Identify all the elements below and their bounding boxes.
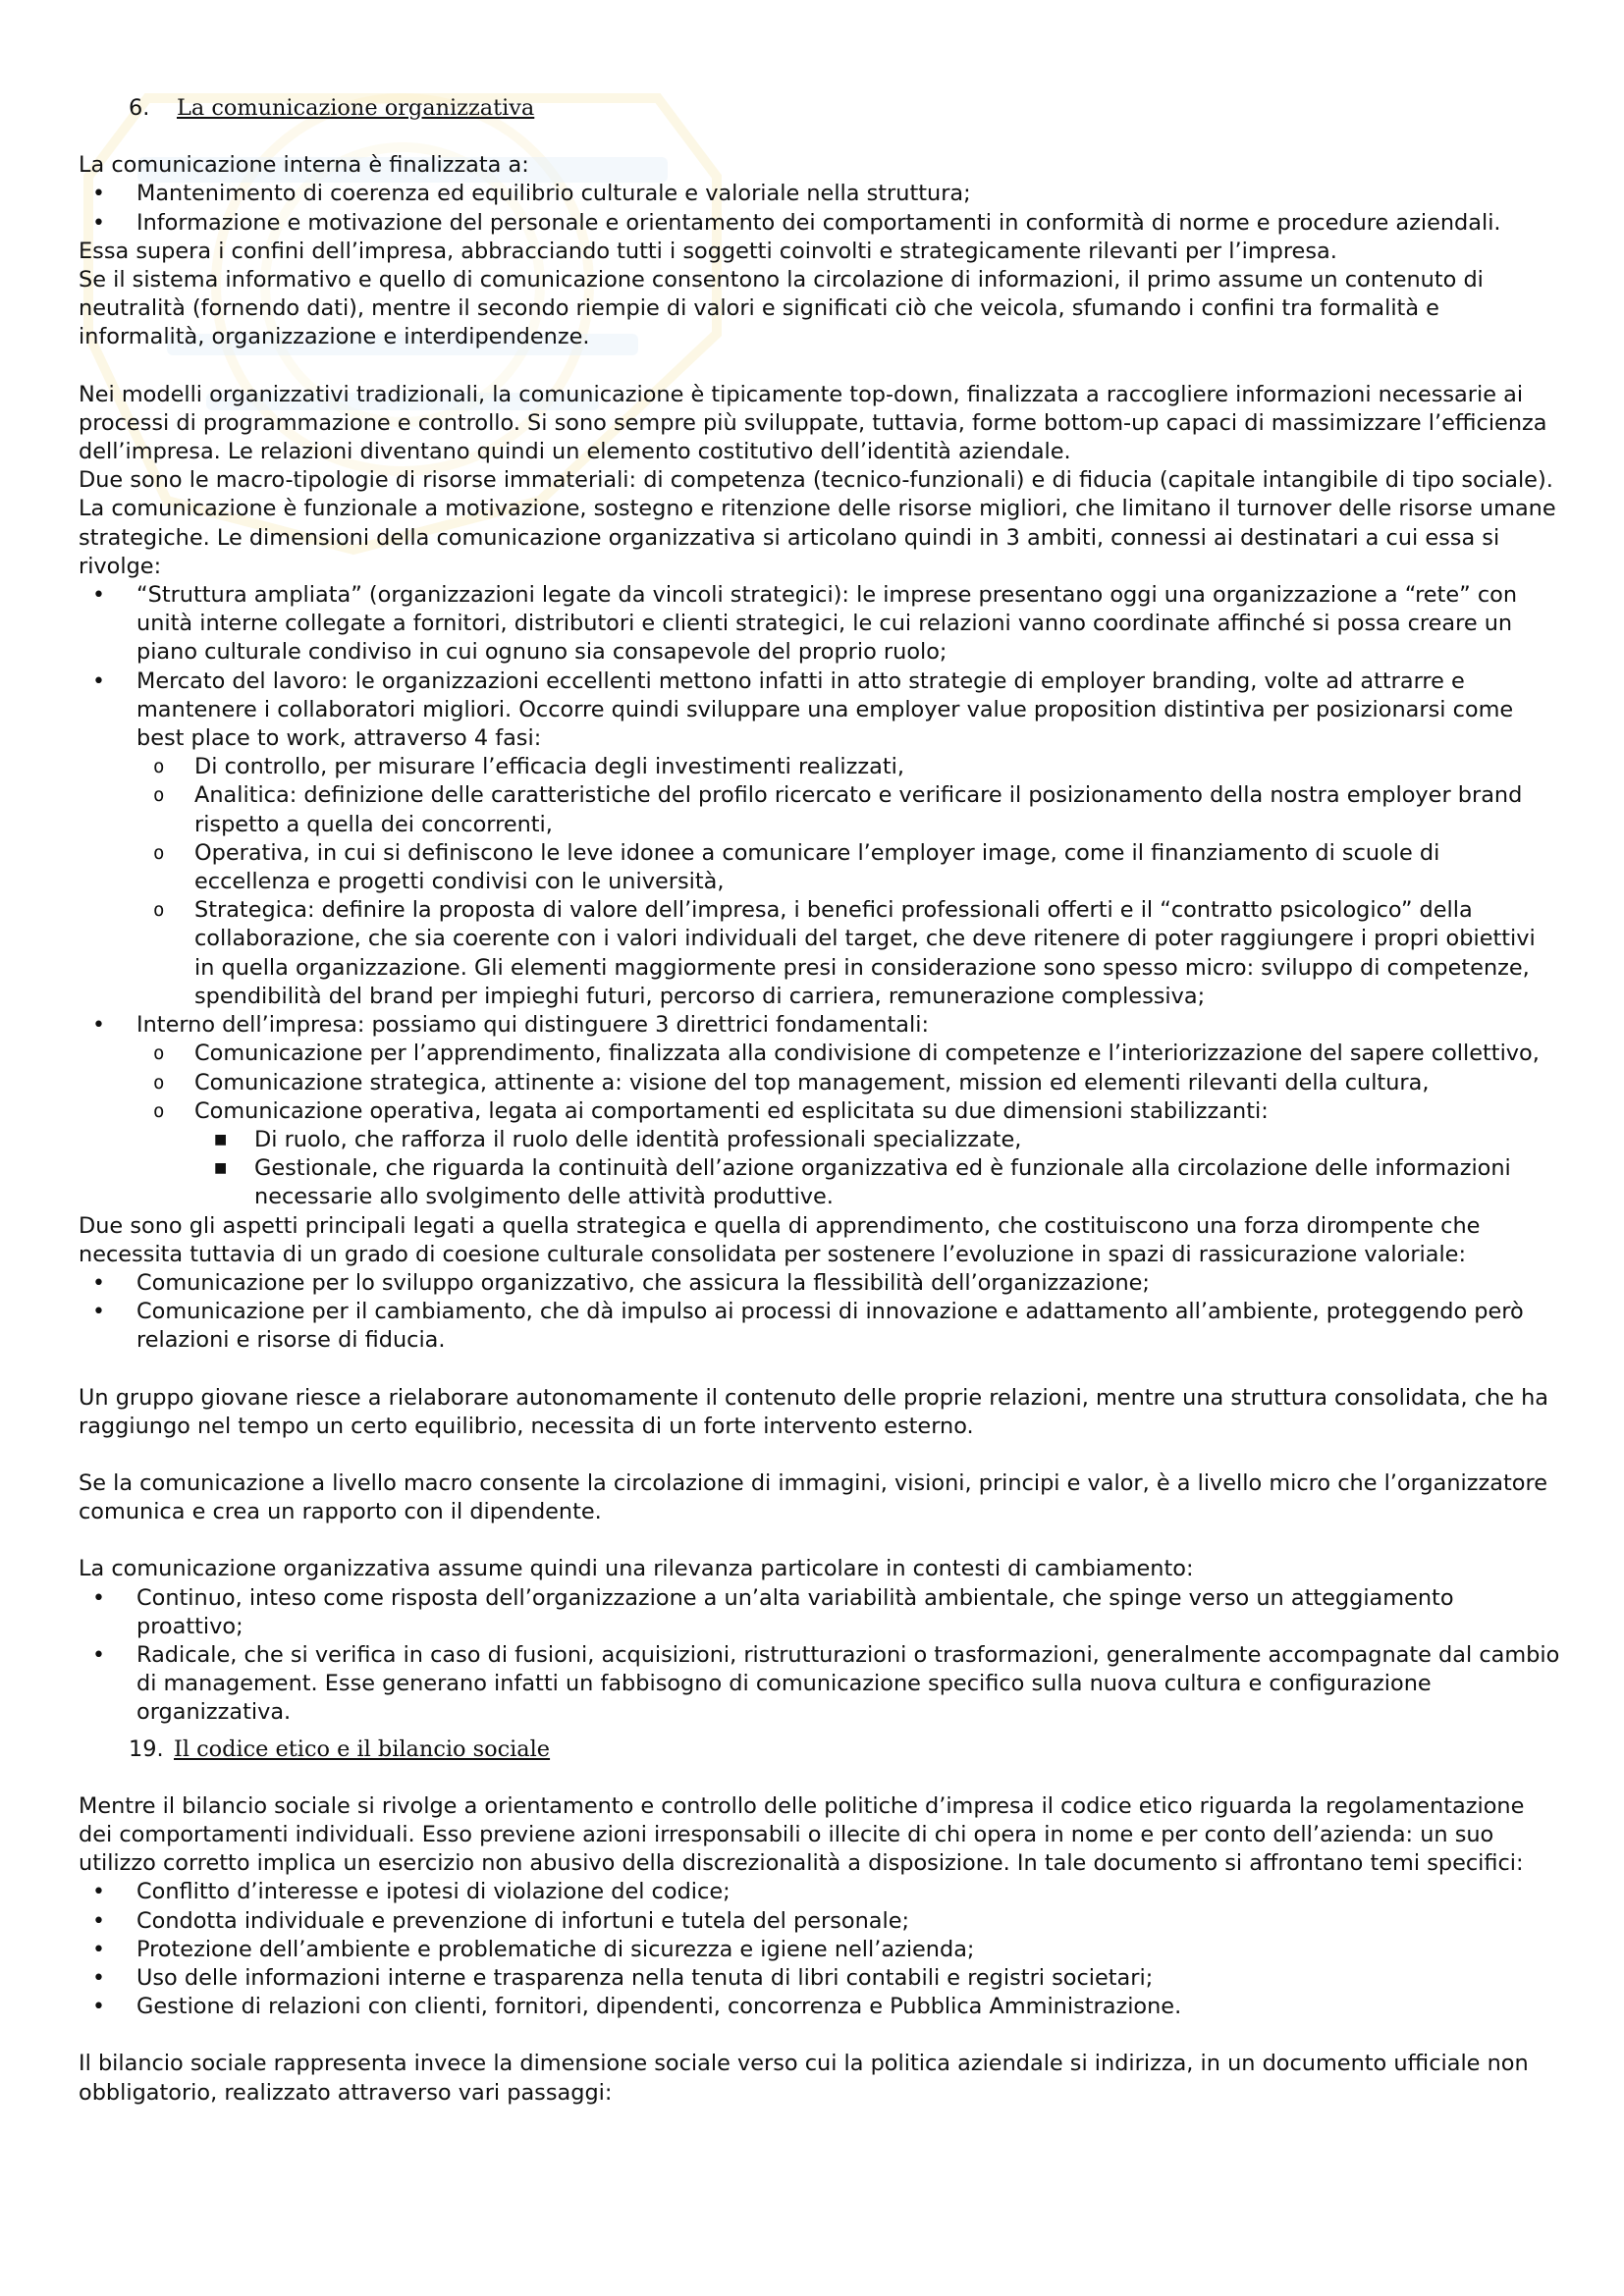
list-item: • Mantenimento di coerenza ed equilibrio culturale e valoriale nella struttura; [79, 180, 1561, 208]
list-item: o Comunicazione per l’apprendimento, finalizzata alla condivisione di competenze e l’interiorizzazione del sapere collettivo, [136, 1040, 1561, 1068]
paragraph: La comunicazione è funzionale a motivazione, sostegno e ritenzione delle risorse migliori, che limitano il turnover delle risorse umane strategiche. Le dimensioni della comunicazione organizzativa si articolano quindi in 3 ambiti, connessi ai destinatari a cui essa si rivolge: [79, 496, 1556, 579]
list-item: • Comunicazione per lo sviluppo organizzativo, che assicura la flessibilità dell’organizzazione; [79, 1269, 1561, 1298]
bullet-icon: • [92, 1937, 105, 1962]
circle-bullet-icon: o [153, 784, 165, 807]
bullet-icon: • [92, 1642, 105, 1668]
paragraph: La comunicazione organizzativa assume quindi una rilevanza particolare in contesti di cambiamento: [79, 1556, 1194, 1582]
bullet-icon: • [92, 210, 105, 236]
bullet-icon: • [92, 1965, 105, 1991]
bullet-icon: • [92, 1995, 105, 2020]
bullet-icon: • [92, 182, 105, 207]
list-item: • Interno dell’impresa: possiamo qui distinguere 3 direttrici fondamentali: o Comunicazione per l’apprendimento, finalizzata alla condivisione di competenze e l’interiorizzazione del sapere collettivo, o Comunicazione strategica, attinente a: visione del top management, mission ed elementi rilevanti della cultura, o Comunicazione operativa, legata ai comportamenti ed esplicitata su due dimensioni stabilizzanti: ■ Di ruolo, che rafforza il ruolo delle identità professionali specializzate, ■ Gestionale, che riguarda la continuità dell’azione organizzativa ed è funzionale alla circolazione delle informazioni necessarie allo svolgimento delle attività produttive. [79, 1011, 1561, 1211]
paragraph: Un gruppo giovane riesce a rielaborare autonomamente il contenuto delle proprie relazioni, mentre una struttura consolidata, che ha raggiungo nel tempo un certo equilibrio, necessita di un forte intervento esterno. [79, 1384, 1549, 1439]
list-item: ■ Di ruolo, che rafforza il ruolo delle identità professionali specializzate, [194, 1126, 1561, 1154]
list-item: o Comunicazione strategica, attinente a: visione del top management, mission ed elementi rilevanti della cultura, [136, 1069, 1561, 1097]
list-item: • Protezione dell’ambiente e problematiche di sicurezza e igiene nell’azienda; [79, 1936, 1561, 1964]
paragraph: Il bilancio sociale rappresenta invece la dimensione sociale verso cui la politica aziendale si indirizza, in un documento ufficiale non obbligatorio, realizzato attraverso vari passaggi: [79, 2051, 1529, 2106]
section-number: 6. [129, 95, 150, 121]
list-item: o Operativa, in cui si definiscono le leve idonee a comunicare l’employer image, come il finanziamento di scuole di eccellenza e progetti condivisi con le università, [153, 839, 1440, 895]
paragraph: Mentre il bilancio sociale si rivolge a orientamento e controllo delle politiche d’impresa il codice etico riguarda la regolamentazione dei comportamenti individuali. Esso previene azioni irresponsabili o illecite di chi opera in nome e per conto dell’azienda: un suo utilizzo corretto implica un esercizio non abusivo della discrezionalità a disposizione. In tale documento si affrontano temi specifici: [79, 1792, 1525, 1877]
list-item: • Uso delle informazioni interne e trasparenza nella tenuta di libri contabili e registri societari; [79, 1964, 1561, 1993]
section-title: Il codice etico e il bilancio sociale [174, 1735, 551, 1762]
bullet-icon: • [92, 1013, 105, 1039]
bullet-list [79, 1269, 1561, 1356]
paragraph: Due sono le macro-tipologie di risorse immateriali: di competenza (tecnico-funzionali) e di fiducia (capitale intangibile di tipo sociale). [79, 467, 1553, 494]
bullet-icon: • [92, 1300, 105, 1325]
list-item: • “Struttura ampliata” (organizzazioni legate da vincoli strategici): le imprese presentano oggi una organizzazione a “rete” con unità interne collegate a fornitori, distributori e clienti strategici, le cui relazioni vanno coordinate affinché si possa creare un piano culturale condiviso in cui ognuno sia consapevole del proprio ruolo; [92, 582, 1518, 666]
section-heading [79, 1735, 1561, 1764]
list-item: ■ Gestionale, che riguarda la continuità dell’azione organizzativa ed è funzionale alla circolazione delle informazioni necessarie allo svolgimento delle attività produttive. [214, 1155, 1511, 1210]
circle-bullet-icon: o [153, 1071, 165, 1094]
bullet-icon: • [92, 1270, 105, 1296]
list-item: o Strategica: definire la proposta di valore dell’impresa, i benefici professionali offerti e il “contratto psicologico” della collaborazione, che sia coerente con i valori individuali del target, che deve ritenere di poter raggiungere i propri obiettivi in quella organizzazione. Gli elementi maggiormente presi in considerazione sono spesso micro: sviluppo di competenze, spendibilità del brand per impieghi futuri, percorso di carriera, remunerazione complessiva; [153, 897, 1536, 1009]
document-body [79, 94, 1561, 2108]
section-title: La comunicazione organizzativa [177, 95, 535, 121]
bullet-icon: • [92, 583, 105, 609]
list-item: • Conflitto d’interesse e ipotesi di violazione del codice; [79, 1878, 1561, 1906]
bullet-icon: • [92, 668, 105, 694]
sub-list [136, 753, 1561, 1011]
list-item: o Comunicazione operativa, legata ai comportamenti ed esplicitata su due dimensioni stabilizzanti: ■ Di ruolo, che rafforza il ruolo delle identità professionali specializzate, ■ Gestionale, che riguarda la continuità dell’azione organizzativa ed è funzionale alla circolazione delle informazioni necessarie allo svolgimento delle attività produttive. [136, 1097, 1561, 1212]
bullet-list [79, 581, 1561, 1211]
paragraph: Due sono gli aspetti principali legati a quella strategica e quella di apprendimento, che costituiscono una forza dirompente che necessita tuttavia di un grado di coesione culturale consolidata per sostenere l’evoluzione in spazi di rassicurazione valoriale: [79, 1212, 1481, 1267]
paragraph: Nei modelli organizzativi tradizionali, la comunicazione è tipicamente top-down, finalizzata a raccogliere informazioni necessarie ai processi di programmazione e controllo. Si sono sempre più sviluppate, tuttavia, forme bottom-up capaci di massimizzare l’efficienza dell’impresa. Le relazioni diventano quindi un elemento costitutivo dell’identità aziendale. [79, 381, 1547, 465]
circle-bullet-icon: o [153, 899, 165, 922]
circle-bullet-icon: o [153, 756, 165, 778]
paragraph: Se il sistema informativo e quello di comunicazione consentono la circolazione di informazioni, il primo assume un contenuto di neutralità (fornendo dati), mentre il secondo riempie di valori e significati ciò che veicola, sfumando i confini tra formalità e informalità, organizzazione e interdipendenze. [79, 267, 1484, 350]
circle-bullet-icon: o [153, 1042, 165, 1065]
list-item: • Informazione e motivazione del personale e orientamento dei comportamenti in conformità di norme e procedure aziendali. [79, 209, 1561, 238]
list-item: • Condotta individuale e prevenzione di infortuni e tutela del personale; [79, 1907, 1561, 1936]
paragraph: Essa supera i confini dell’impresa, abbracciando tutti i soggetti coinvolti e strategicamente rilevanti per l’impresa. [79, 238, 1337, 264]
list-item: • Gestione di relazioni con clienti, fornitori, dipendenti, concorrenza e Pubblica Amministrazione. [79, 1993, 1561, 2021]
circle-bullet-icon: o [153, 841, 165, 864]
bullet-icon: • [92, 1585, 105, 1611]
circle-bullet-icon: o [153, 1099, 165, 1122]
sub-sub-list [194, 1126, 1561, 1212]
bullet-icon: • [92, 1908, 105, 1934]
section-heading [79, 94, 1561, 123]
bullet-list [79, 1584, 1561, 1728]
sub-list [136, 1040, 1561, 1211]
list-item: o Di controllo, per misurare l’efficacia degli investimenti realizzati, [136, 753, 1561, 781]
paragraph: La comunicazione interna è finalizzata a: [79, 152, 529, 179]
bullet-list [79, 1878, 1561, 2021]
list-item: • Radicale, che si verifica in caso di fusioni, acquisizioni, ristrutturazioni o trasformazioni, generalmente accompagnate dal cambio di management. Esse generano infatti un fabbisogno di comunicazione specifico sulla nuova cultura e configurazione organizzativa. [92, 1641, 1560, 1726]
list-item: o Analitica: definizione delle caratteristiche del profilo ricercato e verificare il posizionamento della nostra employer brand rispetto a quella dei concorrenti, [153, 782, 1523, 837]
list-item: • Continuo, inteso come risposta dell’organizzazione a un’alta variabilità ambientale, che spinge verso un atteggiamento proattivo; [92, 1584, 1454, 1639]
list-item: • Mercato del lavoro: le organizzazioni eccellenti mettono infatti in atto strategie di employer branding, volte ad attrarre e mantenere i collaboratori migliori. Occorre quindi sviluppare una employer value proposition distintiva per posizionarsi come best place to work, attraverso 4 fasi: o Di controllo, per misurare l’efficacia degli investimenti realizzati, o Analitica: definizione delle caratteristiche del profilo ricercato e verificare il posizionamento della nostra employer brand rispetto a quella dei concorrenti, o Operativa, in cui si definiscono le leve idonee a comunicare l’employer image, come il finanziamento di scuole di eccellenza e progetti condivisi con le università, o Strategica: definire la proposta di valore dell’impresa, i benefici professionali offerti e il “contratto psicologico” della collaborazione, che sia coerente con i valori individuali del target, che deve ritenere di poter raggiungere i propri obiettivi in quella organizzazione. Gli elementi maggiormente presi in considerazione sono spesso micro: sviluppo di competenze, spendibilità del brand per impieghi futuri, percorso di carriera, remunerazione complessiva; [79, 667, 1561, 1011]
list-item: • Comunicazione per il cambiamento, che dà impulso ai processi di innovazione e adattamento all’ambiente, proteggendo però relazioni e risorse di fiducia. [92, 1299, 1524, 1354]
square-bullet-icon: ■ [214, 1131, 228, 1148]
bullet-list [79, 180, 1561, 237]
paragraph: Se la comunicazione a livello macro consente la circolazione di immagini, visioni, principi e valor, è a livello micro che l’organizzatore comunica e crea un rapporto con il dipendente. [79, 1469, 1547, 1525]
square-bullet-icon: ■ [214, 1160, 228, 1177]
section-number: 19. [129, 1735, 164, 1762]
bullet-icon: • [92, 1880, 105, 1905]
